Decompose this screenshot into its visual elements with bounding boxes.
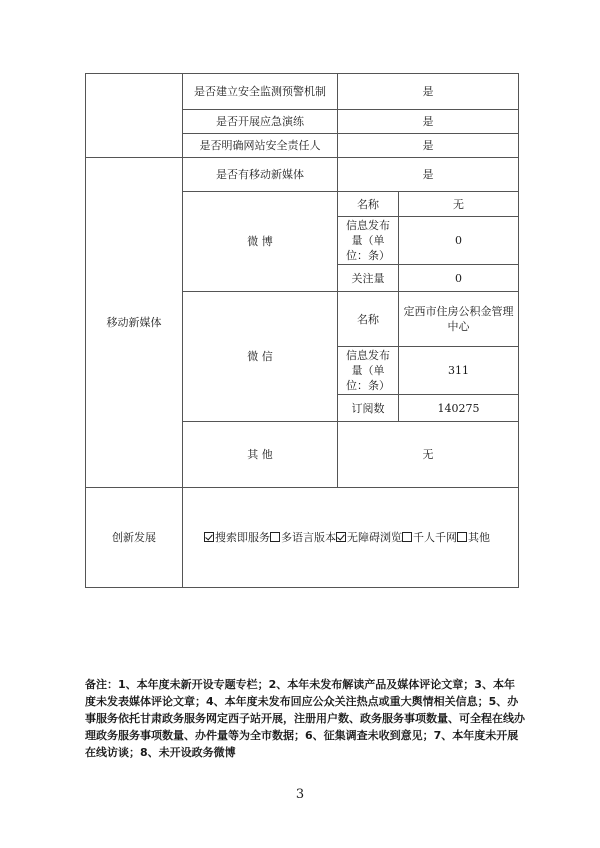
option-personalized[interactable]: 千人千网 [402,531,457,544]
wechat-label: 微 信 [183,292,338,422]
weibo-posts-label: 信息发布量（单位：条） [338,217,399,265]
wechat-posts-label: 信息发布量（单位：条） [338,347,399,395]
wechat-subs-value: 140275 [399,395,519,422]
has-media-label: 是否有移动新媒体 [183,158,338,192]
weibo-followers-label: 关注量 [338,265,399,292]
other-value: 无 [338,422,519,488]
has-media-value: 是 [338,158,519,192]
innovation-options [183,488,519,588]
page-number: 3 [295,787,305,802]
drill-label: 是否开展应急演练 [183,110,338,134]
weibo-name-label: 名称 [338,192,399,217]
checkbox-icon[interactable] [270,532,280,542]
other-label: 其 他 [183,422,338,488]
wechat-name-label: 名称 [338,292,399,347]
weibo-followers-value: 0 [399,265,519,292]
wechat-posts-value: 311 [399,347,519,395]
warning-value: 是 [338,74,519,110]
mobile-media-label: 移动新媒体 [86,158,183,488]
option-other[interactable]: 其他 [457,531,490,544]
warning-label: 是否建立安全监测预警机制 [183,74,338,110]
checkbox-checked-icon[interactable] [336,532,346,542]
innovation-label: 创新发展 [86,488,183,588]
wechat-name-value: 定西市住房公积金管理中心 [399,292,519,347]
checkbox-checked-icon[interactable] [204,532,214,542]
option-accessibility[interactable]: 无障碍浏览 [336,531,402,544]
remarks-note: 备注：1、本年度未新开设专题专栏；2、本年未发布解读产品及媒体评论文章；3、本年度未发表媒体评论文章；4、本年度未发布回应公众关注热点或重大舆情相关信息；5、办事服务依托甘肃政务服务网定西子站开展，注册用户数、政务服务事项数量、可全程在线办理政务服务事项数量、办件量等为全市数据；6、征集调查未收到意见；7、本年度未开展在线访谈；8、未开设政务微博 [85,678,525,759]
option-search-service[interactable]: 搜索即服务 [204,531,270,544]
weibo-name-value: 无 [399,192,519,217]
checkbox-icon[interactable] [457,532,467,542]
responsible-value: 是 [338,134,519,158]
security-section-cell [86,74,183,158]
responsible-label: 是否明确网站安全责任人 [183,134,338,158]
checkbox-icon[interactable] [402,532,412,542]
weibo-label: 微 博 [183,192,338,292]
option-multilingual[interactable]: 多语言版本 [270,531,336,544]
drill-value: 是 [338,110,519,134]
weibo-posts-value: 0 [399,217,519,265]
wechat-subs-label: 订阅数 [338,395,399,422]
report-table [85,73,519,588]
